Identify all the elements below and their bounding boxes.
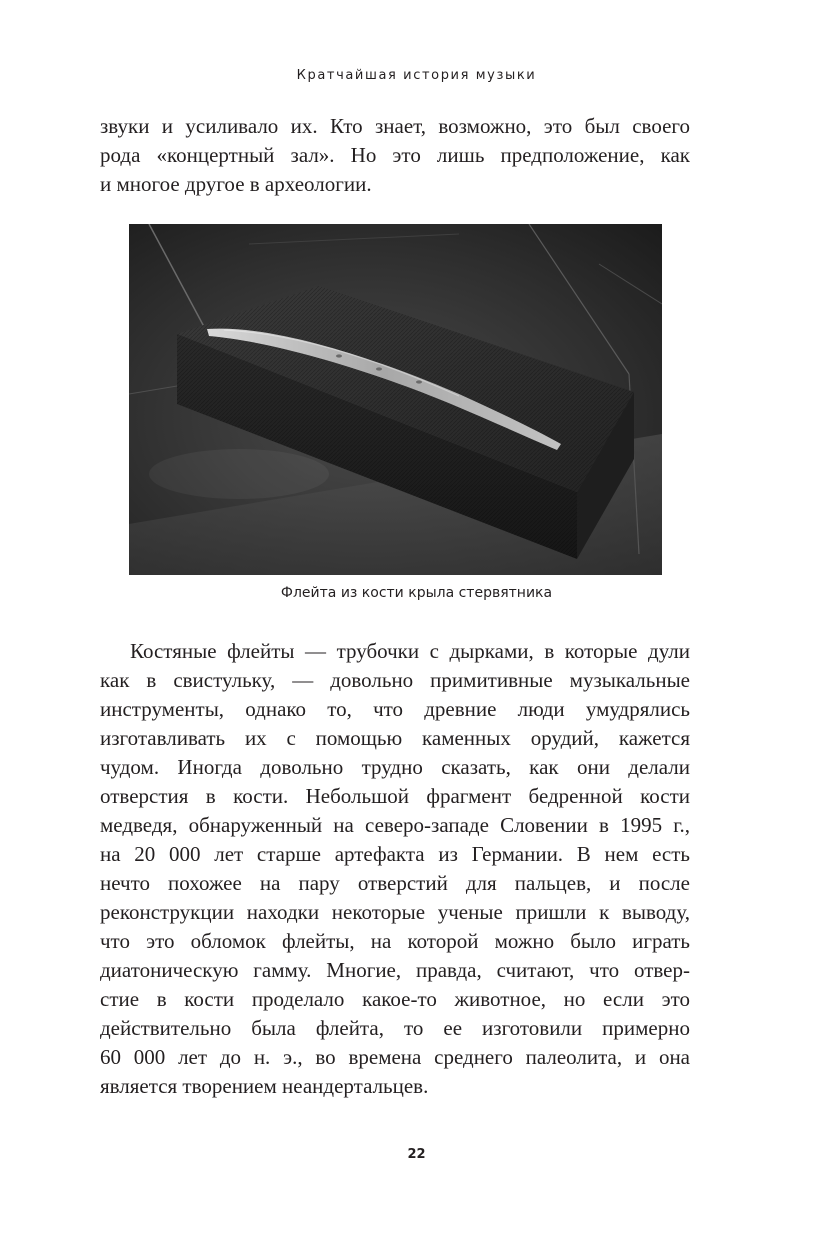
intro-paragraph: [100, 112, 690, 199]
text-line: и многое другое в археологии.: [100, 172, 372, 196]
text-line: диатоническую гамму. Многие, правда, считают, что отвер-: [100, 958, 690, 982]
text-line: инструменты, однако то, что древние люди умудрялись: [100, 697, 690, 721]
figure-caption: Флейта из кости крыла стервятника: [280, 585, 553, 601]
text-line: действительно была флейта, то ее изготовили примерно: [100, 1016, 690, 1040]
text-line: изготавливать их с помощью каменных орудий, кажется: [100, 726, 690, 750]
text-line: звуки и усиливало их. Кто знает, возможно, это был своего: [100, 114, 690, 138]
text-line: реконструкции находки некоторые ученые пришли к выводу,: [100, 900, 690, 924]
body-paragraph: [100, 637, 690, 1101]
text-line: рода «концертный зал». Но это лишь предположение, как: [100, 143, 690, 167]
bone-flute-photo: [129, 224, 662, 575]
page-number: 22: [407, 1147, 426, 1162]
running-head: Кратчайшая история музыки: [296, 68, 537, 83]
text-line: нечто похожее на пару отверстий для пальцев, и после: [100, 871, 690, 895]
text-line: Костяные флейты — трубочки с дырками, в которые дули: [130, 639, 690, 663]
text-line: на 20 000 лет старше артефакта из Германии. В нем есть: [100, 842, 690, 866]
text-line: стие в кости проделало какое-то животное, но если это: [100, 987, 690, 1011]
text-line: что это обломок флейты, на которой можно было играть: [100, 929, 690, 953]
text-line: 60 000 лет до н. э., во времена среднего палеолита, и она: [100, 1045, 690, 1069]
text-line: чудом. Иногда довольно трудно сказать, как они делали: [100, 755, 690, 779]
text-line: отверстия в кости. Небольшой фрагмент бедренной кости: [100, 784, 690, 808]
text-line: как в свистульку, — довольно примитивные музыкальные: [100, 668, 690, 692]
text-line: является творением неандертальцев.: [100, 1074, 429, 1098]
text-line: медведя, обнаруженный на северо-западе Словении в 1995 г.,: [100, 813, 690, 837]
